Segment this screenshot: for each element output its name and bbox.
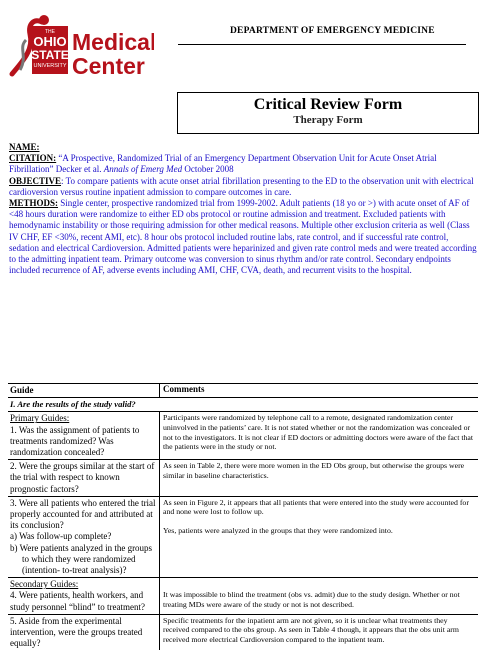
question-2: 2. Were the groups similar at the start of the trial with respect to known prognostic factors? xyxy=(8,460,160,496)
answer-5: Specific treatments for the inpatient arm are not given, so it is unclear what treatments they received compared to the obs group. As seen in Table 4 though, it appears that the obs unit arm received more electrical Cardioversion compared to the inpatient team. xyxy=(163,615,459,645)
table-header-row xyxy=(8,383,478,398)
logo-medical: Medical xyxy=(72,29,154,55)
methods xyxy=(9,198,479,276)
table-row xyxy=(8,578,478,615)
objective xyxy=(9,176,479,198)
table-row xyxy=(8,615,478,650)
secondary-guides-label: Secondary Guides: xyxy=(10,579,79,590)
primary-guides-label: Primary Guides: xyxy=(10,413,70,424)
methods-text: Single center, prospective randomized trial from 1999-2002. Adult patients (18 yo or >) with acute onset of AF of <48 hours duration were randomize to either ED obs protocol or routine admission and treatment. Excluded patients with hemodynamic instability or those requiring admission for other medical reasons. Multiple other exclusion criteria as well (Class IV CHF, EF <30%, recent AMI, etc). 8 hour obs protocol included routine labs, rate control, and if successful rate control, sedation and electrical Cardioversion. Admitted patients were heparinized and given rate control meds and were treated according to the admitting inpatient team. Primary outcome was conversion to sinus rhythm and/or rate control. Secondary endpoints included recurrence of AF, adverse events including AMI, CHF, CVA, death, and recurrent visits to the hospital. xyxy=(9,198,477,276)
objective-text: : To compare patients with acute onset atrial fibrillation presenting to the ED to the observation unit with electrical cardioversion versus routine inpatient admission to compare outcomes in care. xyxy=(9,175,474,197)
citation-text: “A Prospective, Randomized Trial of an Emergency Department Observation Unit for Acute Onset Atrial Fibrillation” Decker et al. xyxy=(9,153,437,175)
col-comments-header: Comments xyxy=(163,384,205,394)
section-heading: I. Are the results of the study valid? xyxy=(8,398,478,412)
citation-date: October 2008 xyxy=(182,164,234,175)
question-3a: a) Was follow-up complete? xyxy=(10,531,112,542)
logo-center: Center xyxy=(72,53,145,79)
department-heading: DEPARTMENT OF EMERGENCY MEDICINE xyxy=(230,26,435,36)
header-divider xyxy=(178,44,466,45)
name-label: NAME: xyxy=(9,142,40,152)
form-title-box xyxy=(177,92,479,134)
objective-label: OBJECTIVE xyxy=(9,175,62,186)
citation-label: CITATION: xyxy=(9,153,57,164)
logo-ohio: OHIO xyxy=(33,34,67,49)
col-guide-header: Guide xyxy=(8,384,160,397)
question-3b: b) Were patients analyzed in the groups to which they were randomized (intention- to-treat analysis)? xyxy=(10,542,153,576)
critical-review-table xyxy=(8,383,478,650)
guide-cell xyxy=(8,497,160,577)
answer-4: It was impossible to blind the treatment (obs vs. admit) due to the study design. Whether or not treating MDs were aware of the study or not is not described. xyxy=(163,590,460,609)
methods-label: METHODS: xyxy=(9,198,59,209)
table-row xyxy=(8,412,478,460)
question-5: 5. Aside from the experimental intervention, were the groups treated equally? xyxy=(8,615,160,650)
logo-state: STATE xyxy=(31,48,69,62)
question-1: 1. Was the assignment of patients to treatments randomized? Was randomization concealed? xyxy=(10,424,140,458)
table-row xyxy=(8,460,478,497)
citation xyxy=(9,153,479,175)
answer-3a: As seen in Figure 2, it appears that all patients that were entered into the study were accounted for and none were lost to follow up. xyxy=(163,497,469,517)
question-3: 3. Were all patients who entered the trial properly accounted for and attributed at its conclusion? xyxy=(10,497,156,531)
logo-the: THE xyxy=(45,29,55,35)
form-subtitle: Therapy Form xyxy=(293,114,363,126)
form-body xyxy=(9,142,479,276)
logo-university: UNIVERSITY xyxy=(33,63,67,69)
form-title: Critical Review Form xyxy=(253,96,403,113)
answer-1: Participants were randomized by telephone call to a remote, designated randomization center uninvolved in the patients’ care. It is not stated whether or not the randomization was concealed or not to the investigators. It is not clear if ED doctors or admitting doctors were aware of the fact that the patients were in the study or not. xyxy=(163,413,474,452)
guide-cell xyxy=(8,578,160,614)
answer-3b: Yes, patients were analyzed in the groups that they were randomized into. xyxy=(163,526,393,536)
osu-medical-center-logo xyxy=(4,12,154,82)
comment-cell xyxy=(160,497,478,577)
question-4: 4. Were patients, health workers, and study personnel “blind” to treatment? xyxy=(10,590,145,612)
citation-journal: Annals of Emerg Med xyxy=(103,164,183,175)
table-row xyxy=(8,497,478,578)
guide-cell xyxy=(8,412,160,459)
answer-2: As seen in Table 2, there were more women in the ED Obs group, but otherwise the groups were similar in baseline characteristics. xyxy=(163,461,465,480)
